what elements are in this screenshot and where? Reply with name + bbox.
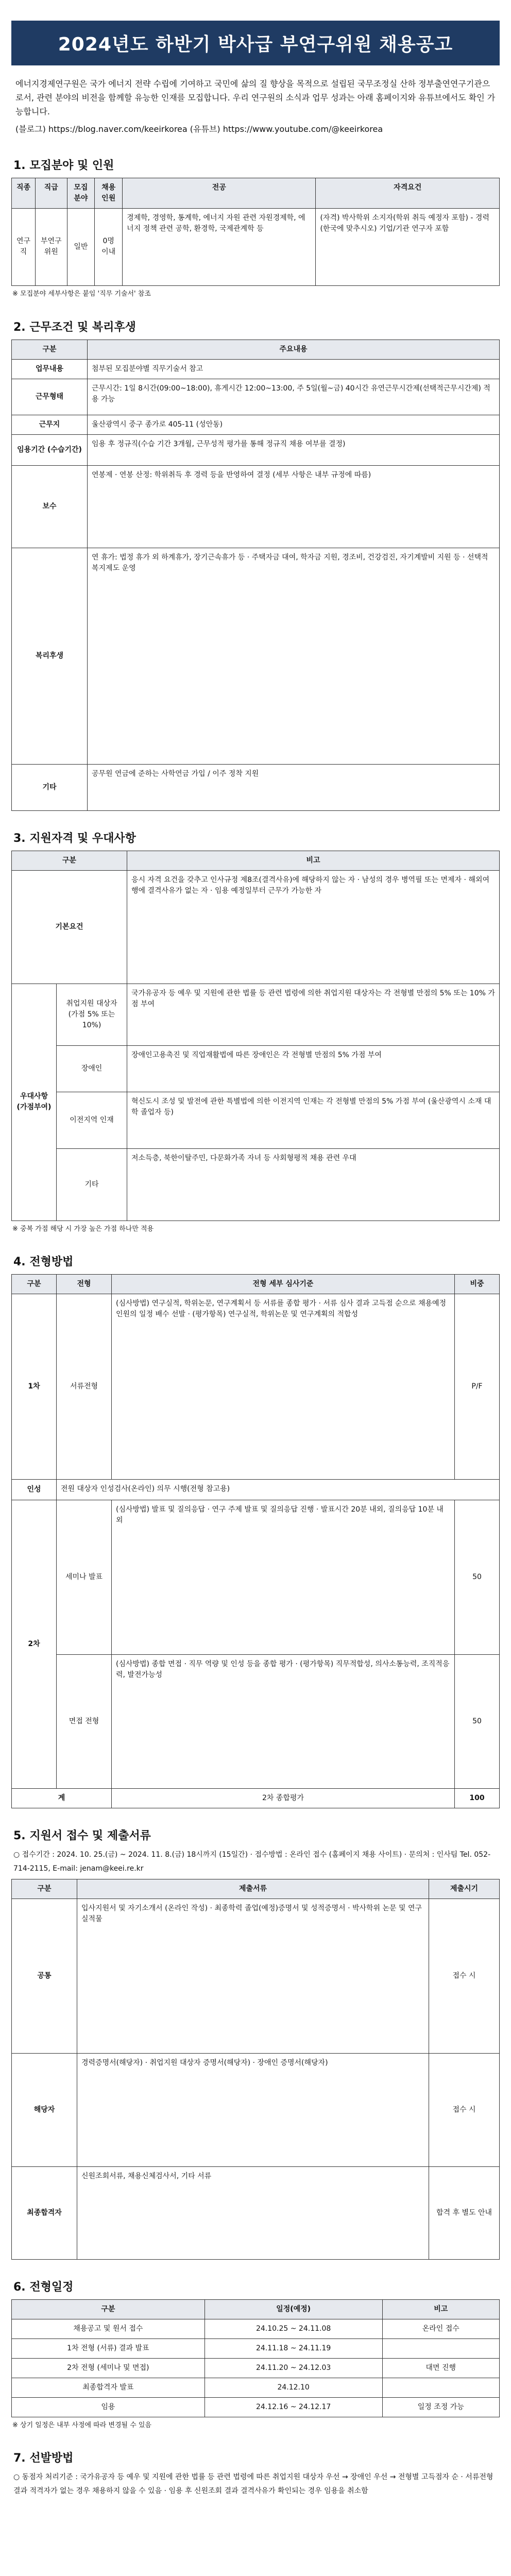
table-cell: (심사방법) 발표 및 질의응답 · 연구 주제 발표 및 질의응답 진행 · 발표시간 20분 내외, 질의응답 10분 내외 (112, 1500, 455, 1655)
table-row (12, 1148, 500, 1221)
table-cell: 합격 후 별도 안내 (429, 2166, 500, 2259)
table-header: 전형 세부 심사기준 (112, 1275, 455, 1294)
application-info: ○ 접수기간 : 2024. 10. 25.(금) ~ 2024. 11. 8.(금) 18시까지 (15일간) · 접수방법 : 온라인 접수 (홈페이지 채용 사이트) · 문의처 : 인사팀 Tel. 052-714-2115, E-mail: jenam@keei.re.kr (13, 1851, 491, 1873)
table-row (12, 1899, 500, 2053)
table-row (12, 1789, 500, 1808)
table-cell (382, 2378, 499, 2397)
table-cell: 이전지역 인재 (57, 1092, 127, 1148)
table-cell: 연봉제 · 연봉 산정: 학위취득 후 경력 등을 반영하여 결정 (세부 사항은 내부 규정에 따름) (88, 465, 500, 548)
table-cell: 혁신도시 조성 및 발전에 관한 특별법에 의한 이전지역 인재는 각 전형별 만점의 5% 가점 부여 (울산광역시 소재 대학 졸업자 등) (127, 1092, 500, 1148)
method-text: ○ 동점자 처리기준 : 국가유공자 등 예우 및 지원에 관한 법률 등 관련 법령에 따른 취업지원 대상자 우선 → 장애인 우선 → 전형별 고득점자 순 · 서류전형 결과 적격자가 없는 경우 채용하지 않을 수 있음 · 임용 후 신원조회 결과 결격사유가 확인되는 경우 임용을 취소함 (13, 2473, 493, 2495)
table-header: 구분 (12, 340, 88, 359)
table-cell: (심사방법) 연구실적, 학위논문, 연구계획서 등 서류를 종합 평가 · 서류 심사 결과 고득점 순으로 채용예정인원의 일정 배수 선발 · (평가항목) 연구실적, 학위논문 및 연구계획의 적합성 (112, 1294, 455, 1480)
section-title-application: 5. 지원서 접수 및 제출서류 (13, 1829, 151, 1843)
qualifications-table (11, 851, 500, 1221)
section-title-recruitment: 1. 모집분야 및 인원 (13, 159, 114, 172)
table-cell: 접수 시 (429, 2053, 500, 2166)
table-header: 제출서류 (77, 1879, 429, 1899)
documents-table (11, 1879, 500, 2260)
table-cell: 최종합격자 (12, 2166, 77, 2259)
table-cell: 보수 (12, 465, 88, 548)
recruitment-table (11, 178, 500, 286)
table-row (12, 2338, 500, 2358)
table-cell: 장애인고용촉진 및 직업재활법에 따른 장애인은 각 전형별 만점의 5% 가점 부여 (127, 1045, 500, 1092)
table-cell: 면접 전형 (57, 1655, 112, 1789)
section-title-conditions: 2. 근무조건 및 복리후생 (13, 320, 136, 334)
table-cell: 24.10.25 ~ 24.11.08 (205, 2319, 382, 2338)
table-row (12, 2053, 500, 2166)
table-header: 구분 (12, 1879, 77, 1899)
table-cell: 인성 (12, 1480, 57, 1500)
table-header: 비고 (127, 851, 500, 870)
table-cell: 100 (455, 1789, 500, 1808)
table-cell: 접수 시 (429, 1899, 500, 2053)
table-cell: 국가유공자 등 예우 및 지원에 관한 법률 등 관련 법령에 의한 취업지원 대상자는 각 전형별 만점의 5% 또는 10% 가점 부여 (127, 984, 500, 1045)
table-row (12, 764, 500, 810)
schedule-note: ※ 상기 일정은 내부 사정에 따라 변경될 수 있음 (12, 2421, 151, 2429)
table-row (12, 1092, 500, 1148)
table-cell: 부연구위원 (36, 208, 67, 285)
table-cell: 연구직 (12, 208, 36, 285)
table-row (12, 1500, 500, 1655)
table-row (12, 465, 500, 548)
table-cell: (자격) 박사학위 소지자(학위 취득 예정자 포함) - 경력(한국에 맞추시오) 기업/기관 연구자 포함 (316, 208, 500, 285)
table-header: 구분 (12, 1275, 57, 1294)
page-title: 2024년도 하반기 박사급 부연구위원 채용공고 (11, 21, 500, 65)
table-cell (382, 2338, 499, 2358)
section-title-qualifications: 3. 지원자격 및 우대사항 (13, 832, 136, 845)
table-row (12, 379, 500, 415)
table-header: 자격요건 (316, 178, 500, 208)
table-header-row (12, 851, 500, 870)
table-header: 구분 (12, 2299, 205, 2319)
table-header: 주요내용 (88, 340, 500, 359)
table-cell: 근무형태 (12, 379, 88, 415)
table-cell: 입사지원서 및 자기소개서 (온라인 작성) · 최종학력 졸업(예정)증명서 및 성적증명서 · 박사학위 논문 및 연구실적물 (77, 1899, 429, 2053)
table-cell: 2차 (12, 1500, 57, 1789)
table-cell: 기타 (12, 764, 88, 810)
table-cell: 업무내용 (12, 359, 88, 379)
table-cell: 취업지원 대상자 (가점 5% 또는 10%) (57, 984, 127, 1045)
table-cell: 계 (12, 1789, 112, 1808)
recruitment-note: ※ 모집분야 세부사항은 붙임 '직무 기술서' 참조 (12, 290, 151, 298)
table-cell: 장애인 (57, 1045, 127, 1092)
table-cell: 24.12.16 ~ 24.12.17 (205, 2397, 382, 2417)
table-header: 일정(예정) (205, 2299, 382, 2319)
table-cell: 저소득층, 북한이탈주민, 다문화가족 자녀 등 사회형평적 채용 관련 우대 (127, 1148, 500, 1221)
table-header: 모집분야 (67, 178, 95, 208)
table-cell: 임용 (12, 2397, 205, 2417)
table-cell: 해당자 (12, 2053, 77, 2166)
table-cell: 0명 이내 (95, 208, 123, 285)
table-row (12, 548, 500, 764)
table-cell: 세미나 발표 (57, 1500, 112, 1655)
table-row (12, 2358, 500, 2378)
intro-paragraph: 에너지경제연구원은 국가 에너지 전략 수립에 기여하고 국민에 삶의 질 향상을 목적으로 설립된 국무조정실 산하 정부출연연구기관으로서, 관련 분야의 비전을 함께할 유능한 인재를 모집합니다. 우리 연구원의 소식과 업무 성과는 아래 홈페이지와 유튜브에서도 확인 가능합니다. (15, 79, 496, 117)
table-cell: 경력증명서(해당자) · 취업지원 대상자 증명서(해당자) · 장애인 증명서(해당자) (77, 2053, 429, 2166)
table-cell: 대면 진행 (382, 2358, 499, 2378)
table-cell: 근무지 (12, 415, 88, 434)
table-row (12, 984, 500, 1045)
conditions-table (11, 340, 500, 811)
table-cell: 공무원 연금에 준하는 사학연금 가입 / 이주 정착 지원 (88, 764, 500, 810)
table-cell: 임용기간 (수습기간) (12, 434, 88, 465)
table-cell: (심사방법) 종합 면접 · 직무 역량 및 인성 등을 종합 평가 · (평가항목) 직무적합성, 의사소통능력, 조직적응력, 발전가능성 (112, 1655, 455, 1789)
table-row (12, 415, 500, 434)
section-title-schedule: 6. 전형일정 (13, 2280, 74, 2294)
table-header: 비중 (455, 1275, 500, 1294)
table-cell: 울산광역시 중구 종가로 405-11 (성안동) (88, 415, 500, 434)
table-cell: 연 휴가: 법정 휴가 외 하계휴가, 장기근속휴가 등 · 주택자금 대여, 학자금 지원, 경조비, 건강검진, 자기계발비 지원 등 · 선택적복지제도 운영 (88, 548, 500, 764)
table-cell: 2차 전형 (세미나 및 면접) (12, 2358, 205, 2378)
table-header: 구분 (12, 851, 127, 870)
table-cell: 일반 (67, 208, 95, 285)
table-cell: 24.11.20 ~ 24.12.03 (205, 2358, 382, 2378)
section-title-selection: 4. 전형방법 (13, 1256, 74, 1269)
table-cell: 채용공고 및 원서 접수 (12, 2319, 205, 2338)
section-title-method: 7. 선발방법 (13, 2452, 74, 2465)
table-header: 제출시기 (429, 1879, 500, 1899)
table-header: 전공 (123, 178, 316, 208)
intro-section (15, 77, 496, 136)
table-cell: 신원조회서류, 채용신체검사서, 기타 서류 (77, 2166, 429, 2259)
schedule-table (11, 2299, 500, 2417)
recruitment-notice (11, 0, 500, 2576)
table-cell: 온라인 접수 (382, 2319, 499, 2338)
table-cell: 서류전형 (57, 1294, 112, 1480)
table-cell: 1차 (12, 1294, 57, 1480)
table-header-row (12, 340, 500, 359)
table-cell: 근무시간: 1일 8시간(09:00~18:00), 휴게시간 12:00~13:00, 주 5일(월~금) 40시간 유연근무시간제(선택적근무시간제) 적용 가능 (88, 379, 500, 415)
table-row (12, 1655, 500, 1789)
table-row (12, 2397, 500, 2417)
table-cell: 50 (455, 1500, 500, 1655)
table-cell: 전원 대상자 인성검사(온라인) 의무 시행(전형 참고용) (57, 1480, 500, 1500)
table-cell: 2차 종합평가 (112, 1789, 455, 1808)
table-cell: 기타 (57, 1148, 127, 1221)
table-cell: 24.12.10 (205, 2378, 382, 2397)
table-header: 채용인원 (95, 178, 123, 208)
qualifications-note: ※ 중복 가점 해당 시 가장 높은 가점 하나만 적용 (12, 1225, 154, 1233)
table-row (12, 1045, 500, 1092)
table-header: 직급 (36, 178, 67, 208)
table-cell: 응시 자격 요건을 갖추고 인사규정 제8조(결격사유)에 해당하지 않는 자 · 남성의 경우 병역필 또는 면제자 · 해외여행에 결격사유가 없는 자 · 임용 예정일부터 근무가 가능한 자 (127, 870, 500, 984)
table-cell: 최종합격자 발표 (12, 2378, 205, 2397)
table-row (12, 208, 500, 285)
table-row (12, 1480, 500, 1500)
table-row (12, 870, 500, 984)
table-cell: 기본요건 (12, 870, 127, 984)
table-row (12, 2166, 500, 2259)
table-cell: 복리후생 (12, 548, 88, 764)
table-header: 비고 (382, 2299, 499, 2319)
table-cell: 일정 조정 가능 (382, 2397, 499, 2417)
table-cell: 첨부된 모집분야별 직무기술서 참고 (88, 359, 500, 379)
table-header: 직종 (12, 178, 36, 208)
table-header-row (12, 2299, 500, 2319)
table-cell: 우대사항 (가점부여) (12, 984, 57, 1221)
table-cell: 경제학, 경영학, 통계학, 에너지 자원 관련 자원경제학, 에너지 정책 관련 공학, 환경학, 국제관계학 등 (123, 208, 316, 285)
table-cell: 임용 후 정규직(수습 기간 3개월, 근무성적 평가를 통해 정규직 채용 여부를 결정) (88, 434, 500, 465)
table-row (12, 2319, 500, 2338)
table-row (12, 359, 500, 379)
table-header-row (12, 1879, 500, 1899)
table-cell: 24.11.18 ~ 24.11.19 (205, 2338, 382, 2358)
table-cell: P/F (455, 1294, 500, 1480)
table-row (12, 1294, 500, 1480)
table-header-row (12, 1275, 500, 1294)
table-cell: 1차 전형 (서류) 결과 발표 (12, 2338, 205, 2358)
table-row (12, 434, 500, 465)
selection-table (11, 1274, 500, 1808)
table-cell: 50 (455, 1655, 500, 1789)
intro-links[interactable]: (블로그) https://blog.naver.com/keeirkorea (유튜브) https://www.youtube.com/@keeirkorea (15, 124, 383, 134)
table-header-row (12, 178, 500, 208)
table-row (12, 2378, 500, 2397)
table-cell: 공통 (12, 1899, 77, 2053)
table-header: 전형 (57, 1275, 112, 1294)
